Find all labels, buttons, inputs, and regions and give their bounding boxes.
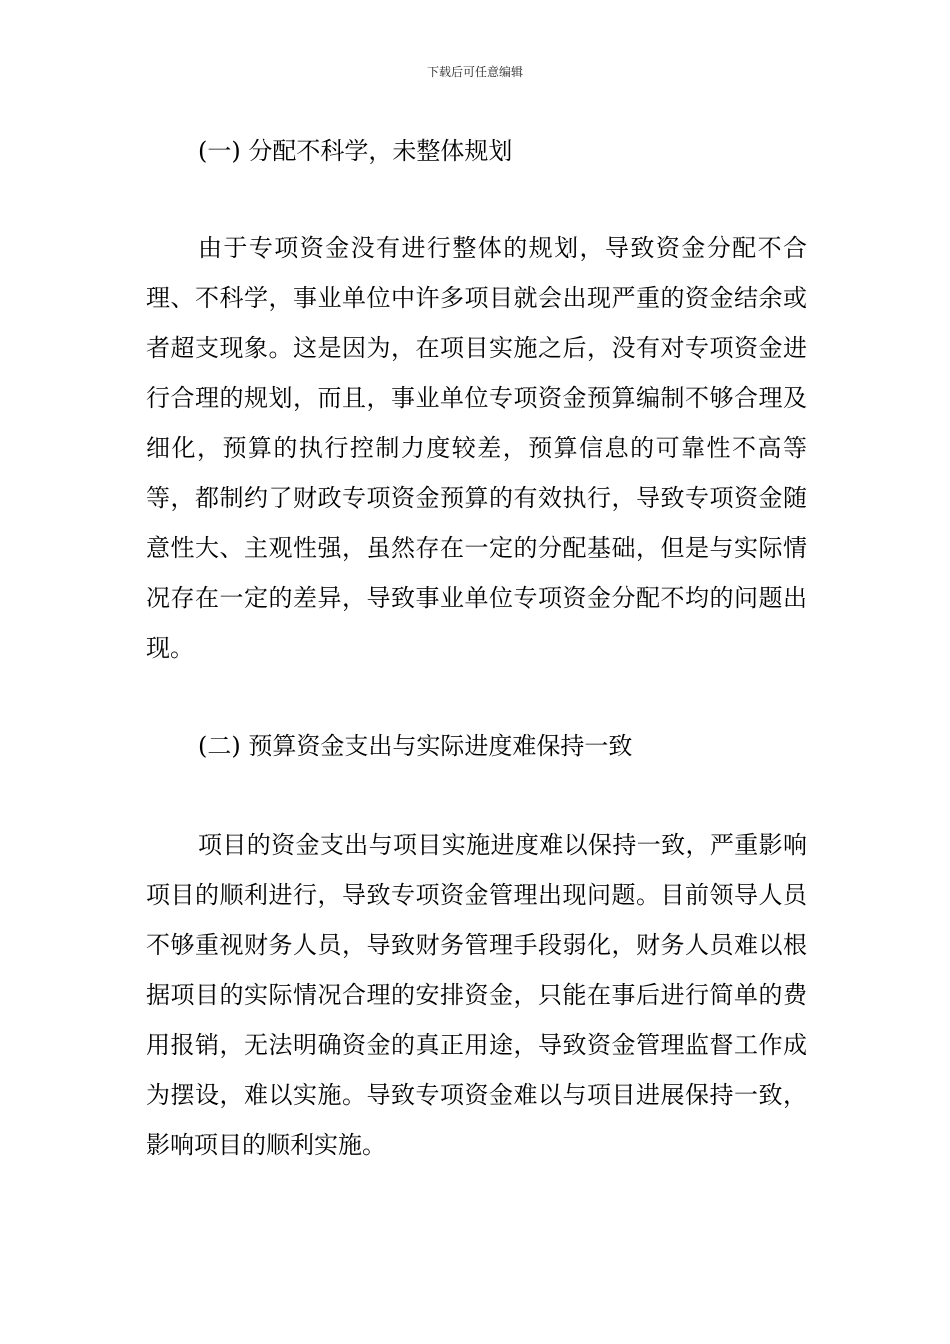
- page-header-note: 下载后可任意编辑: [426, 65, 523, 79]
- section-paragraph-2: 项目的资金支出与项目实施进度难以保持一致，严重影响项目的顺利进行，导致专项资金管理出现问题。目前领导人员不够重视财务人员，导致财务管理手段弱化，财务人员难以根据项目的实际情况合理的安排资金，只能在事后进行简单的费用报销，无法明确资金的真正用途，导致资金管理监督工作成为摆设，难以实施。导致专项资金难以与项目进展保持一致，影响项目的顺利实施。: [146, 831, 807, 1159]
- section-heading-2: (二) 预算资金支出与实际进度难保持一致: [198, 732, 633, 760]
- section-paragraph-1: 由于专项资金没有进行整体的规划，导致资金分配不合理、不科学，事业单位中许多项目就会出现严重的资金结余或者超支现象。这是因为，在项目实施之后，没有对专项资金进行合理的规划，而且，事业单位专项资金预算编制不够合理及细化，预算的执行控制力度较差，预算信息的可靠性不高等等，都制约了财政专项资金预算的有效执行，导致专项资金随意性大、主观性强，虽然存在一定的分配基础，但是与实际情况存在一定的差异，导致事业单位专项资金分配不均的问题出现。: [146, 234, 807, 662]
- section-heading-1: (一) 分配不科学，未整体规划: [198, 137, 513, 165]
